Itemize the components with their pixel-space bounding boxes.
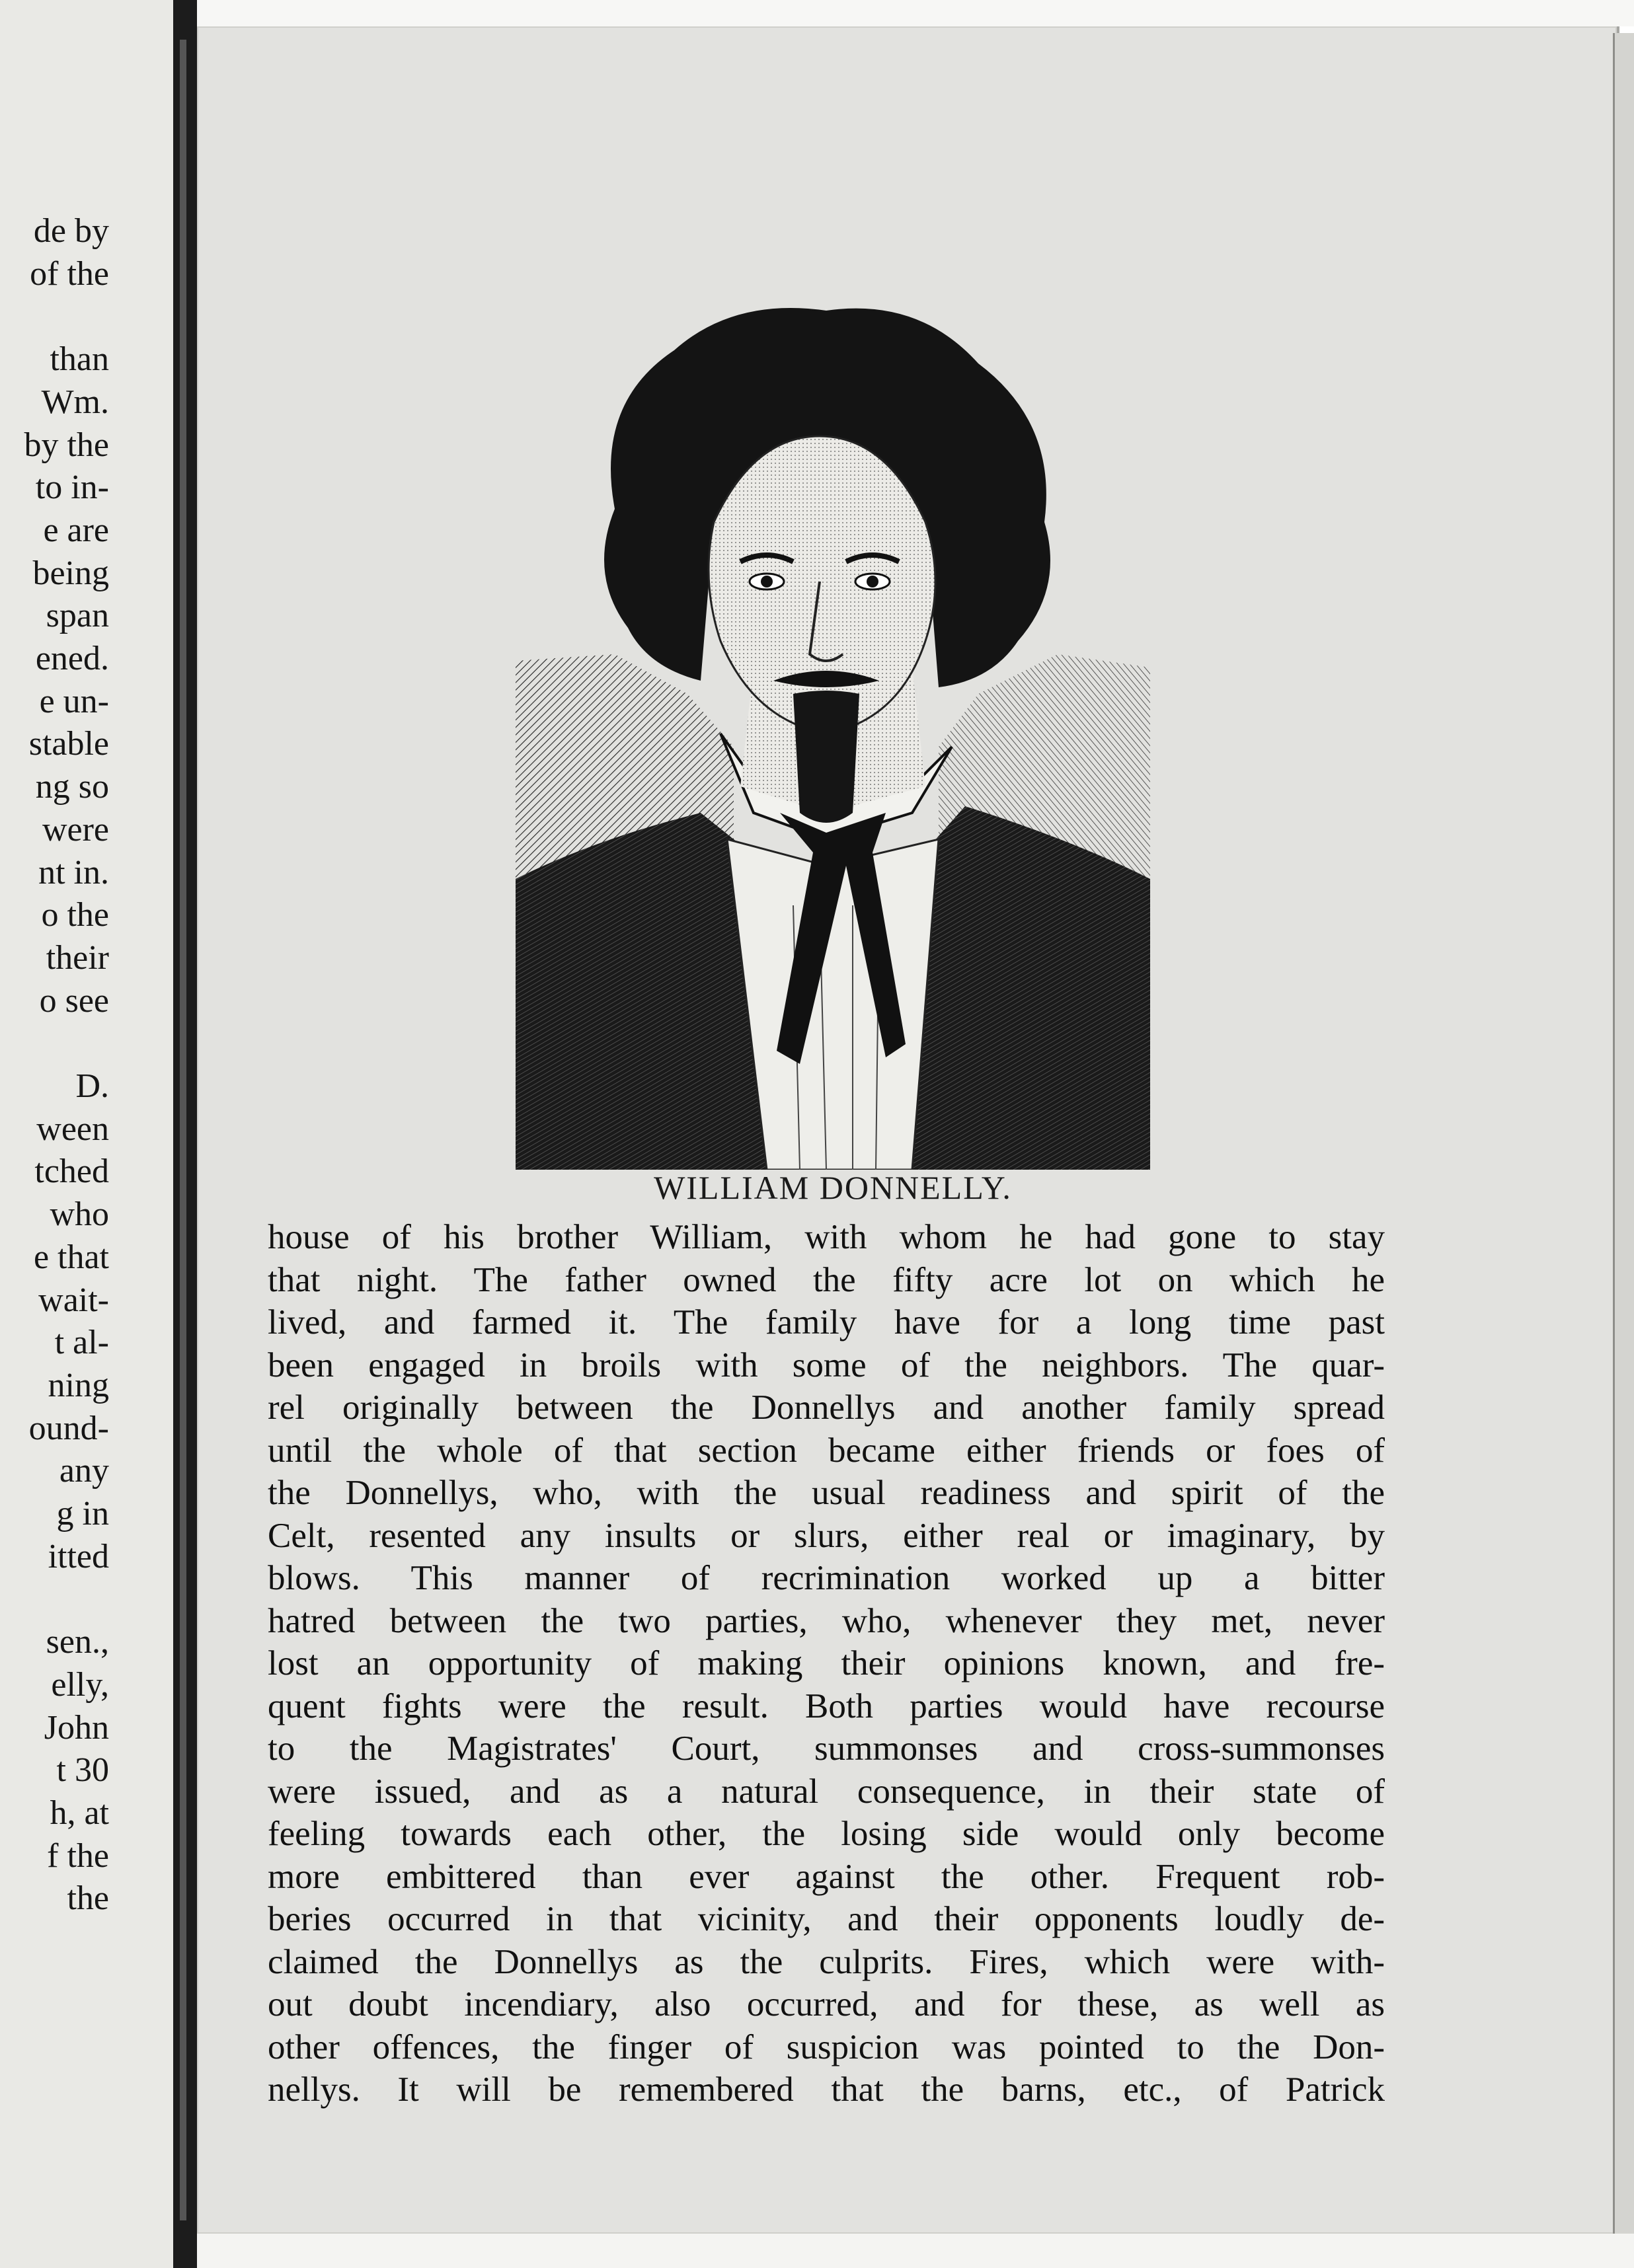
left-page-line: de by xyxy=(33,212,109,250)
left-page-line: any xyxy=(59,1452,109,1490)
left-page-line: ound- xyxy=(28,1409,109,1447)
portrait-caption: WILLIAM DONNELLY. xyxy=(654,1169,1012,1206)
left-page-line: of the xyxy=(30,254,109,293)
left-page-line: span xyxy=(46,597,109,635)
body-line: blows. This manner of recrimination worked up a bitter xyxy=(268,1559,1385,1597)
gutter-shadow xyxy=(180,40,186,2220)
left-page-line: tched xyxy=(34,1153,109,1191)
left-page-line: e are xyxy=(43,511,109,549)
left-page-line: ng so xyxy=(35,768,109,806)
body-line: out doubt incendiary, also occurred, and for these, as well as xyxy=(268,1985,1385,2023)
left-page-line: stable xyxy=(28,725,109,763)
scan-top-margin xyxy=(197,0,1634,26)
left-page-line: than xyxy=(50,340,109,379)
scan-bottom-margin xyxy=(197,2234,1634,2268)
body-line: that night. The father owned the fifty acre lot on which he xyxy=(268,1260,1385,1299)
left-page-line: wait- xyxy=(38,1281,109,1319)
left-page-line: John xyxy=(44,1708,109,1747)
body-line: Celt, resented any insults or slurs, either real or imaginary, by xyxy=(268,1516,1385,1555)
left-page-line: g in xyxy=(56,1495,109,1532)
left-page-line: e un- xyxy=(39,682,109,720)
left-page-line: elly, xyxy=(51,1665,109,1704)
portrait-illustration xyxy=(516,271,1150,1170)
body-line: other offences, the finger of suspicion was pointed to the Don- xyxy=(268,2027,1385,2066)
left-page-line: who xyxy=(50,1195,109,1234)
page-edge xyxy=(1613,33,1634,2240)
body-line: to the Magistrates' Court, summonses and cross-summonses xyxy=(268,1729,1385,1768)
body-line: feeling towards each other, the losing side would only become xyxy=(268,1815,1385,1853)
left-page-line: nt in. xyxy=(38,853,109,891)
left-page-line: o the xyxy=(41,896,109,934)
body-text xyxy=(268,1216,1385,2111)
left-page-line: f the xyxy=(47,1836,109,1875)
left-page-line: ened. xyxy=(35,640,109,677)
portrait-engraving xyxy=(516,271,1150,1170)
left-page-line: their xyxy=(46,938,109,977)
body-line: beries occurred in that vicinity, and their opponents loudly de- xyxy=(268,1900,1385,1938)
left-page-line: sen., xyxy=(46,1623,109,1661)
body-line: hatred between the two parties, who, whenever they met, never xyxy=(268,1601,1385,1640)
body-line: quent fights were the result. Both parties would have recourse xyxy=(268,1686,1385,1725)
left-page-line: e that xyxy=(33,1238,109,1276)
left-page-line: were xyxy=(42,810,109,849)
left-page-line: Wm. xyxy=(41,383,109,421)
body-line: house of his brother William, with whom he had gone to stay xyxy=(268,1218,1385,1256)
left-page-line: itted xyxy=(48,1537,109,1575)
left-page-line: ning xyxy=(48,1366,109,1404)
left-facing-page xyxy=(0,0,188,2268)
left-page-line: o see xyxy=(39,981,109,1020)
body-line: claimed the Donnellys as the culprits. Fires, which were with- xyxy=(268,1942,1385,1981)
body-line: been engaged in broils with some of the neighbors. The quar- xyxy=(268,1345,1385,1384)
body-line: the Donnellys, who, with the usual readiness and spirit of the xyxy=(268,1474,1385,1512)
body-line: were issued, and as a natural consequence, in their state of xyxy=(268,1772,1385,1811)
left-page-line: the xyxy=(67,1879,109,1918)
face xyxy=(709,436,935,734)
left-page-line: t 30 xyxy=(56,1751,109,1790)
body-line: until the whole of that section became either friends or foes of xyxy=(268,1431,1385,1470)
left-page-line: to in- xyxy=(35,469,109,507)
left-page-line: t al- xyxy=(54,1324,109,1362)
left-page-text xyxy=(0,0,109,2268)
goatee xyxy=(793,691,859,823)
body-line: more embittered than ever against the other. Frequent rob- xyxy=(268,1857,1385,1896)
body-line: lost an opportunity of making their opinions known, and fre- xyxy=(268,1644,1385,1682)
body-line: lived, and farmed it. The family have for a long time past xyxy=(268,1303,1385,1342)
left-page-line: ween xyxy=(36,1110,109,1148)
left-page-line: D. xyxy=(75,1067,109,1105)
left-page-line: by the xyxy=(24,426,109,464)
body-line: nellys. It will be remembered that the barns, etc., of Patrick xyxy=(268,2070,1385,2109)
left-page-line: being xyxy=(32,554,109,592)
body-line: rel originally between the Donnellys and another family spread xyxy=(268,1388,1385,1427)
left-page-line: h, at xyxy=(50,1794,109,1832)
